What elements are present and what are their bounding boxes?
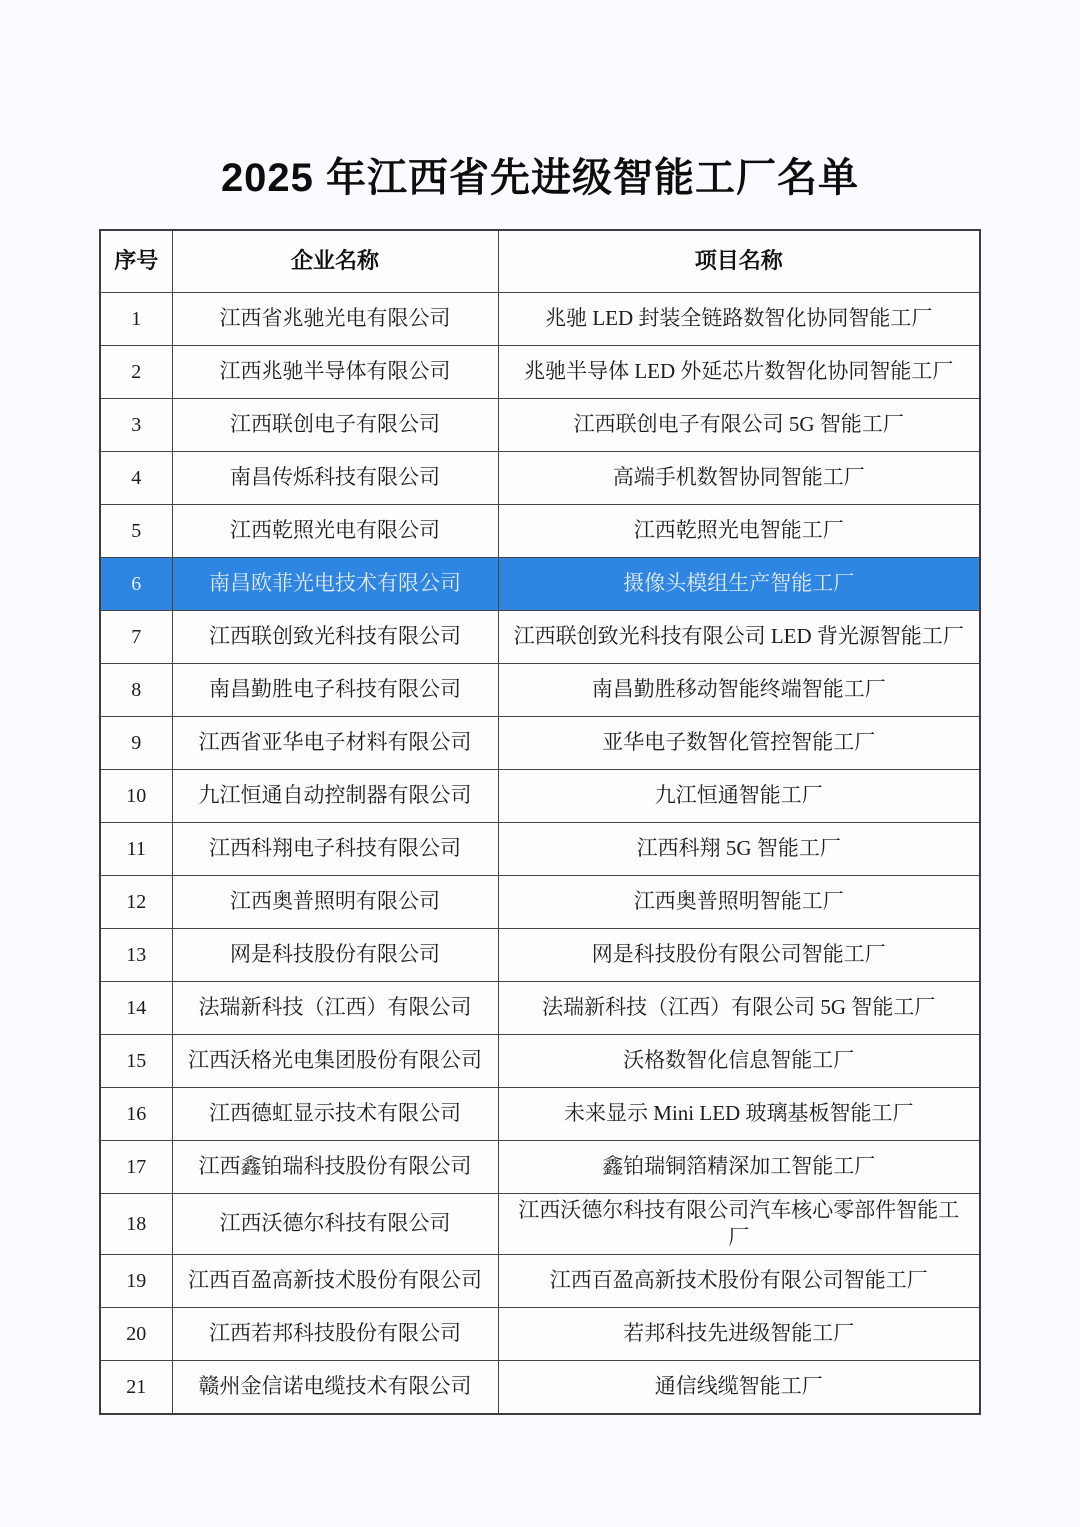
- table-row: [100, 504, 980, 557]
- table-row: [100, 1361, 980, 1414]
- table-row: [100, 557, 980, 610]
- company-name-cell: 江西百盈高新技术股份有限公司: [172, 1255, 498, 1308]
- table-row: [100, 1308, 980, 1361]
- page-title: 2025 年江西省先进级智能工厂名单: [220, 156, 860, 200]
- row-number-cell: 3: [100, 398, 172, 451]
- project-name-cell: 南昌勤胜移动智能终端智能工厂: [498, 663, 980, 716]
- company-name-cell: 江西联创电子有限公司: [172, 398, 498, 451]
- table-row: [100, 663, 980, 716]
- table-row: [100, 769, 980, 822]
- row-number-cell: 18: [100, 1193, 172, 1255]
- table-row: [100, 398, 980, 451]
- project-name-cell: 江西奥普照明智能工厂: [498, 875, 980, 928]
- row-number-cell: 20: [100, 1308, 172, 1361]
- project-name-cell: 摄像头模组生产智能工厂: [498, 557, 980, 610]
- company-name-cell: 江西兆驰半导体有限公司: [172, 345, 498, 398]
- company-name-cell: 网是科技股份有限公司: [172, 928, 498, 981]
- project-name-cell: 若邦科技先进级智能工厂: [498, 1308, 980, 1361]
- row-number-cell: 19: [100, 1255, 172, 1308]
- table-header: [100, 230, 980, 292]
- row-number-cell: 6: [100, 557, 172, 610]
- company-name-cell: 南昌勤胜电子科技有限公司: [172, 663, 498, 716]
- company-name-cell: 江西联创致光科技有限公司: [172, 610, 498, 663]
- table-row: [100, 292, 980, 345]
- company-name-cell: 法瑞新科技（江西）有限公司: [172, 981, 498, 1034]
- table-row: [100, 928, 980, 981]
- row-number-cell: 2: [100, 345, 172, 398]
- table-row: [100, 1140, 980, 1193]
- company-name-cell: 江西省亚华电子材料有限公司: [172, 716, 498, 769]
- table-row: [100, 345, 980, 398]
- project-name-cell: 兆驰半导体 LED 外延芯片数智化协同智能工厂: [498, 345, 980, 398]
- row-number-cell: 15: [100, 1034, 172, 1087]
- project-name-cell: 通信线缆智能工厂: [498, 1361, 980, 1414]
- project-name-cell: 沃格数智化信息智能工厂: [498, 1034, 980, 1087]
- project-name-cell: 江西联创电子有限公司 5G 智能工厂: [498, 398, 980, 451]
- company-name-cell: 江西奥普照明有限公司: [172, 875, 498, 928]
- project-name-cell: 兆驰 LED 封装全链路数智化协同智能工厂: [498, 292, 980, 345]
- company-name-cell: 赣州金信诺电缆技术有限公司: [172, 1361, 498, 1414]
- table-body: [100, 292, 980, 1414]
- project-name-cell: 网是科技股份有限公司智能工厂: [498, 928, 980, 981]
- row-number-cell: 8: [100, 663, 172, 716]
- project-name-cell: 高端手机数智协同智能工厂: [498, 451, 980, 504]
- company-name-cell: 江西德虹显示技术有限公司: [172, 1087, 498, 1140]
- row-number-cell: 16: [100, 1087, 172, 1140]
- table-row: [100, 451, 980, 504]
- table-row: [100, 1193, 980, 1255]
- company-name-cell: 江西沃德尔科技有限公司: [172, 1193, 498, 1255]
- project-name-cell: 九江恒通智能工厂: [498, 769, 980, 822]
- company-name-cell: 南昌传烁科技有限公司: [172, 451, 498, 504]
- header-row: [100, 230, 980, 292]
- table-row: [100, 822, 980, 875]
- table-row: [100, 1034, 980, 1087]
- header-cell-project: 项目名称: [498, 230, 980, 292]
- row-number-cell: 1: [100, 292, 172, 345]
- company-name-cell: 江西若邦科技股份有限公司: [172, 1308, 498, 1361]
- table-row: [100, 981, 980, 1034]
- row-number-cell: 5: [100, 504, 172, 557]
- project-name-cell: 江西沃德尔科技有限公司汽车核心零部件智能工厂: [498, 1193, 980, 1255]
- project-name-cell: 江西联创致光科技有限公司 LED 背光源智能工厂: [498, 610, 980, 663]
- project-name-cell: 江西科翔 5G 智能工厂: [498, 822, 980, 875]
- row-number-cell: 4: [100, 451, 172, 504]
- table-row: [100, 1087, 980, 1140]
- project-name-cell: 江西百盈高新技术股份有限公司智能工厂: [498, 1255, 980, 1308]
- header-cell-company: 企业名称: [172, 230, 498, 292]
- row-number-cell: 10: [100, 769, 172, 822]
- company-name-cell: 九江恒通自动控制器有限公司: [172, 769, 498, 822]
- row-number-cell: 14: [100, 981, 172, 1034]
- project-name-cell: 鑫铂瑞铜箔精深加工智能工厂: [498, 1140, 980, 1193]
- table-row: [100, 875, 980, 928]
- row-number-cell: 9: [100, 716, 172, 769]
- company-name-cell: 江西省兆驰光电有限公司: [172, 292, 498, 345]
- company-name-cell: 江西鑫铂瑞科技股份有限公司: [172, 1140, 498, 1193]
- project-name-cell: 未来显示 Mini LED 玻璃基板智能工厂: [498, 1087, 980, 1140]
- project-name-cell: 法瑞新科技（江西）有限公司 5G 智能工厂: [498, 981, 980, 1034]
- company-name-cell: 江西科翔电子科技有限公司: [172, 822, 498, 875]
- table-row: [100, 716, 980, 769]
- row-number-cell: 12: [100, 875, 172, 928]
- company-name-cell: 南昌欧菲光电技术有限公司: [172, 557, 498, 610]
- row-number-cell: 17: [100, 1140, 172, 1193]
- header-cell-no: 序号: [100, 230, 172, 292]
- project-name-cell: 亚华电子数智化管控智能工厂: [498, 716, 980, 769]
- row-number-cell: 11: [100, 822, 172, 875]
- project-name-cell: 江西乾照光电智能工厂: [498, 504, 980, 557]
- table-row: [100, 1255, 980, 1308]
- row-number-cell: 13: [100, 928, 172, 981]
- smart-factory-table: [99, 229, 981, 1415]
- row-number-cell: 21: [100, 1361, 172, 1414]
- company-name-cell: 江西沃格光电集团股份有限公司: [172, 1034, 498, 1087]
- company-name-cell: 江西乾照光电有限公司: [172, 504, 498, 557]
- table-row: [100, 610, 980, 663]
- row-number-cell: 7: [100, 610, 172, 663]
